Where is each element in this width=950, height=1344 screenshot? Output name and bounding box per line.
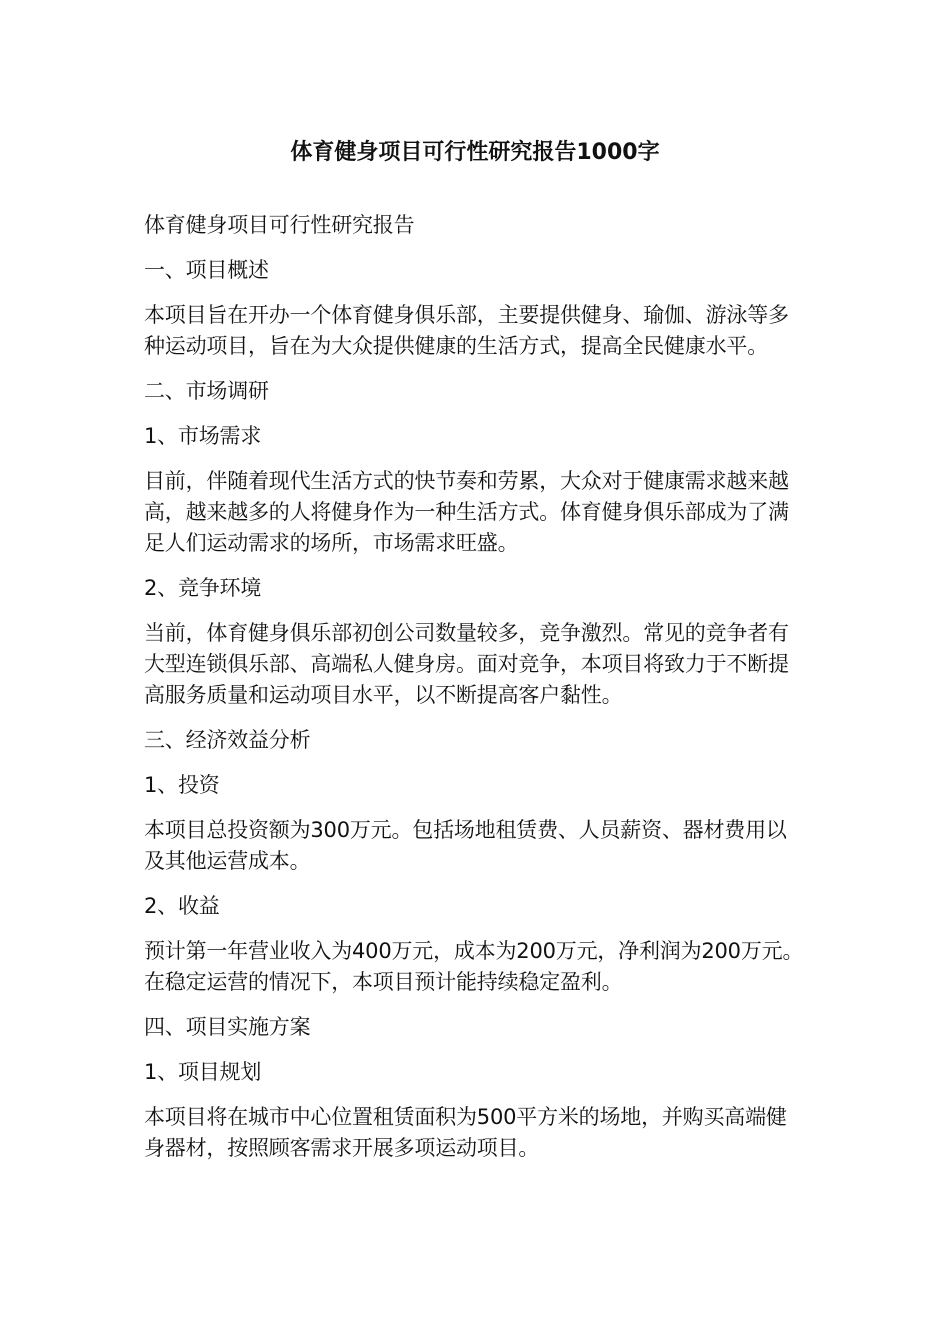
paragraph-overview: 本项目旨在开办一个体育健身俱乐部，主要提供健身、瑜伽、游泳等多种运动项目，旨在为大众提供健康的生活方式，提高全民健康水平。 <box>144 303 789 358</box>
section-heading-implementation: 四、项目实施方案 <box>144 1015 311 1039</box>
subheading-competition: 2、竞争环境 <box>144 576 262 600</box>
report-subtitle: 体育健身项目可行性研究报告 <box>144 213 415 237</box>
subheading-project-planning: 1、项目规划 <box>144 1060 262 1084</box>
subheading-investment: 1、投资 <box>144 773 220 797</box>
section-heading-economic-analysis: 三、经济效益分析 <box>144 728 311 752</box>
paragraph-market-demand: 目前，伴随着现代生活方式的快节奏和劳累，大众对于健康需求越来越高，越来越多的人将健身作为一种生活方式。体育健身俱乐部成为了满足人们运动需求的场所，市场需求旺盛。 <box>144 469 789 555</box>
paragraph-competition: 当前，体育健身俱乐部初创公司数量较多，竞争激烈。常见的竞争者有大型连锁俱乐部、高端私人健身房。面对竞争，本项目将致力于不断提高服务质量和运动项目水平，以不断提高客户黏性。 <box>144 621 789 707</box>
subheading-revenue: 2、收益 <box>144 894 220 918</box>
document-body <box>144 210 806 1178</box>
paragraph-investment: 本项目总投资额为300万元。包括场地租赁费、人员薪资、器材费用以及其他运营成本。 <box>144 818 787 873</box>
paragraph-revenue: 预计第一年营业收入为400万元，成本为200万元，净利润为200万元。在稳定运营的情况下，本项目预计能持续稳定盈利。 <box>144 939 804 994</box>
paragraph-project-planning: 本项目将在城市中心位置租赁面积为500平方米的场地，并购买高端健身器材，按照顾客需求开展多项运动项目。 <box>144 1105 787 1160</box>
section-heading-overview: 一、项目概述 <box>144 258 269 282</box>
subheading-market-demand: 1、市场需求 <box>144 424 262 448</box>
document-title: 体育健身项目可行性研究报告1000字 <box>290 140 660 165</box>
section-heading-market-research: 二、市场调研 <box>144 379 269 403</box>
